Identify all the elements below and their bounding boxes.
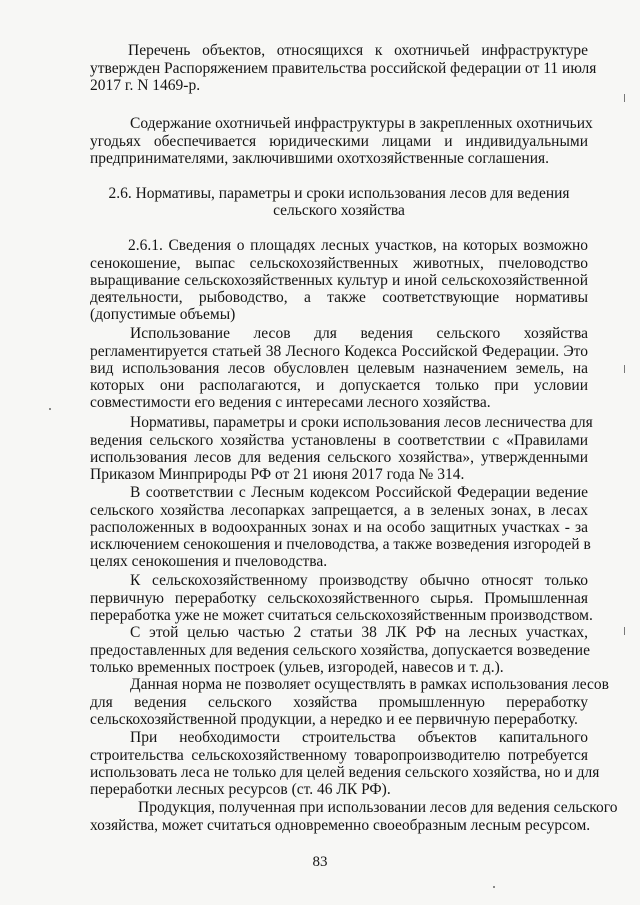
paragraph-processing-restriction-cont bbox=[90, 694, 588, 728]
text-line: которых они располагаются, и допускается только при условии bbox=[90, 377, 588, 394]
text-line: первичную переработку сельскохозяйственного сырья. Промышленная bbox=[90, 590, 588, 607]
text-line: сельскохозяйственной продукции, а нередко и ее первичную переработку. bbox=[90, 711, 578, 728]
text-line: предпринимателями, заключившими охотхозяйственные соглашения. bbox=[90, 150, 550, 167]
text-line: совместимости его ведения с интересами лесного хозяйства. bbox=[90, 394, 491, 411]
text-line: ведения сельского хозяйства установлены в соответствии с «Правилами bbox=[90, 432, 588, 449]
text-line: переработки лесных ресурсов (ст. 46 ЛК РФ). bbox=[90, 781, 391, 798]
text-line: (допустимые объемы) bbox=[90, 306, 236, 323]
text-line: Перечень объектов, относящихся к охотничьей инфраструктуре bbox=[128, 42, 588, 59]
text-line: 2017 г. N 1469-р. bbox=[90, 77, 201, 94]
scan-mark bbox=[624, 627, 625, 635]
text-line: Нормативы, параметры и сроки использования лесов лесничества для bbox=[130, 414, 593, 431]
subsection-title-cont bbox=[90, 255, 588, 323]
text-line: сельского хозяйства лесопарках запрещается, а в зеленых зонах, в лесах bbox=[90, 502, 588, 519]
text-line: регламентируется статьей 38 Лесного Кодекса Российской Федерации. Это bbox=[90, 343, 588, 360]
section-heading bbox=[90, 185, 588, 219]
paragraph-norms-cont bbox=[90, 432, 588, 483]
text-line: При необходимости строительства объектов капитального bbox=[130, 729, 588, 746]
scan-speck bbox=[49, 408, 51, 410]
text-line: сенокошение, выпас сельскохозяйственных животных, пчеловодство bbox=[90, 255, 588, 272]
paragraph-forest-code-cont bbox=[90, 502, 591, 570]
paragraph-forest-use bbox=[130, 325, 588, 342]
text-line: выращивание сельскохозяйственных культур и иной сельскохозяйственной bbox=[90, 272, 588, 289]
text-line: Использование лесов для ведения сельского хозяйства bbox=[130, 325, 588, 342]
text-line: К сельскохозяйственному производству обычно относят только bbox=[130, 572, 588, 589]
text-line: использования лесов для ведения сельского хозяйства», утвержденными bbox=[90, 449, 588, 466]
paragraph-capital-construction bbox=[130, 729, 588, 746]
text-line: целях сенокошения и пчеловодства. bbox=[90, 553, 328, 570]
scan-mark bbox=[624, 365, 625, 373]
text-line: Продукция, полученная при использовании лесов для ведения сельского bbox=[138, 799, 618, 816]
text-line: исключением сенокошения и пчеловодства, а также возведения изгородей в bbox=[90, 536, 591, 553]
text-line: В соответствии с Лесным кодексом Российской Федерации ведение bbox=[130, 484, 588, 501]
heading-line: сельского хозяйства bbox=[273, 202, 405, 219]
text-line: Содержание охотничьей инфраструктуры в закрепленных охотничьих bbox=[130, 115, 593, 132]
paragraph-infrastructure-maintenance-cont bbox=[90, 133, 588, 167]
paragraph-norms bbox=[130, 414, 593, 431]
paragraph-infrastructure-list-cont bbox=[90, 60, 597, 94]
paragraph-forest-resource-cont bbox=[90, 817, 591, 834]
paragraph-infrastructure-list bbox=[128, 42, 588, 59]
text-line: строительства сельскохозяйственному товаропроизводителю потребуется bbox=[90, 747, 588, 764]
scan-speck bbox=[493, 886, 495, 888]
text-line: для ведения сельского хозяйства промышленную переработку bbox=[90, 694, 588, 711]
paragraph-forest-use-cont bbox=[90, 343, 588, 411]
text-line: предоставленных для ведения сельского хозяйства, допускается возведение bbox=[90, 642, 590, 659]
text-line: угодьях обеспечивается юридическими лицами и индивидуальными bbox=[90, 133, 588, 150]
text-line: 2.6.1. Сведения о площадях лесных участков, на которых возможно bbox=[128, 237, 588, 254]
text-line: только временных построек (ульев, изгородей, навесов и т. д.). bbox=[90, 659, 504, 676]
text-line: С этой целью частью 2 статьи 38 ЛК РФ на лесных участках, bbox=[130, 624, 588, 641]
scan-mark bbox=[624, 94, 625, 102]
page-number: 83 bbox=[312, 854, 328, 870]
paragraph-processing-restriction bbox=[130, 676, 609, 693]
paragraph-temporary-buildings-cont bbox=[90, 642, 588, 676]
text-line: использовать леса не только для целей ведения сельского хозяйства, но и для bbox=[90, 764, 600, 781]
text-line: деятельности, рыбоводство, а также соответствующие нормативы bbox=[90, 289, 588, 306]
paragraph-temporary-buildings bbox=[130, 624, 588, 641]
subsection-title bbox=[128, 237, 588, 254]
text-line: переработка уже не может считаться сельскохозяйственным производством. bbox=[90, 607, 593, 624]
paragraph-forest-code bbox=[130, 484, 588, 501]
paragraph-capital-construction-cont bbox=[90, 747, 600, 798]
text-line: вид использования лесов обусловлен целевым назначением земель, на bbox=[90, 360, 588, 377]
text-line: Приказом Минприроды РФ от 21 июня 2017 года № 314. bbox=[90, 466, 465, 483]
heading-line: 2.6. Нормативы, параметры и сроки использования лесов для ведения bbox=[108, 185, 570, 202]
paragraph-infrastructure-maintenance bbox=[130, 115, 593, 132]
text-line: хозяйства, может считаться одновременно своеобразным лесным ресурсом. bbox=[90, 817, 591, 834]
text-line: Данная норма не позволяет осуществлять в рамках использования лесов bbox=[130, 676, 609, 693]
text-line: расположенных в водоохранных зонах и на особо защитных участках - за bbox=[90, 519, 588, 536]
text-line: утвержден Распоряжением правительства российской федерации от 11 июля bbox=[90, 60, 597, 77]
paragraph-agricultural-production-cont bbox=[90, 590, 593, 624]
paragraph-agricultural-production bbox=[130, 572, 588, 589]
paragraph-forest-resource bbox=[138, 799, 618, 816]
